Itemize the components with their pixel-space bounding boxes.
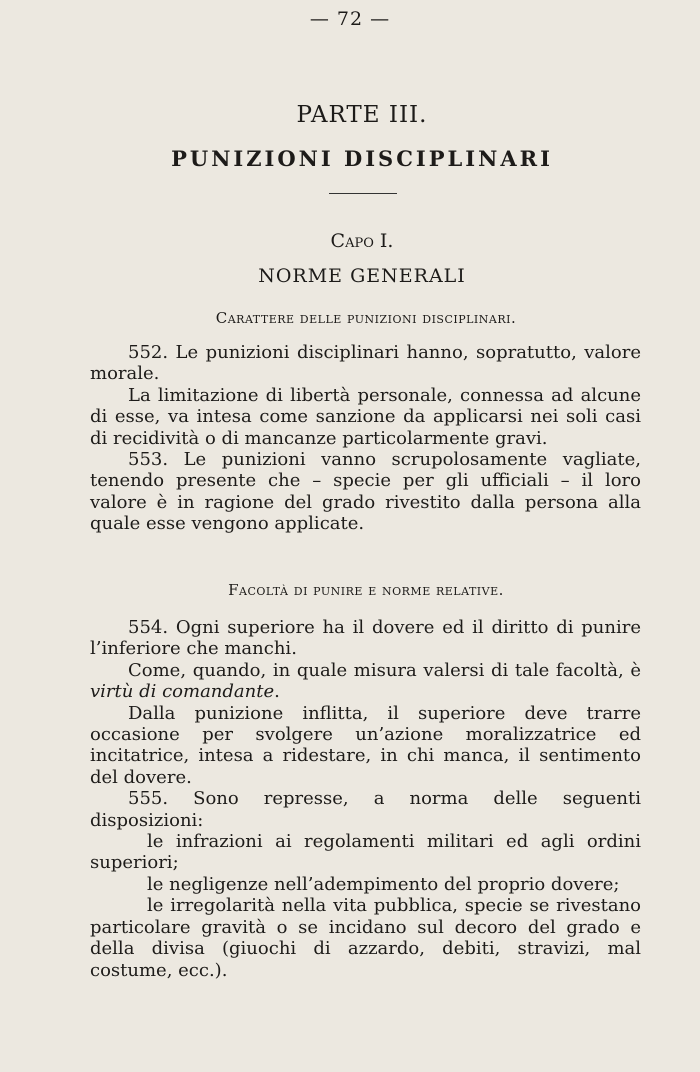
emphasis-text: virtù di comandante xyxy=(90,681,275,703)
paragraph-text: Come, quando, in quale misura valersi di tale facoltà, è xyxy=(128,659,641,681)
paragraph-554-comandante xyxy=(90,660,641,703)
chapter-heading: Capo I. xyxy=(330,230,394,252)
paragraph-555: 555. Sono represse, a norma delle seguenti disposizioni: xyxy=(90,788,641,831)
list-item-infrazioni: le infrazioni ai regolamenti militari ed agli ordini superiori; xyxy=(90,831,641,874)
section-heading-carattere: Carattere delle punizioni disciplinari. xyxy=(215,309,517,327)
section-body-carattere xyxy=(90,342,641,535)
list-item-irregolarita: le irregolarità nella vita pubblica, specie se rivestano particolare gravità o se incidano sul decoro del grado e della divisa (giuochi di azzardo, debiti, stravizi, mal costume, ecc.). xyxy=(90,895,641,981)
paragraph-553: 553. Le punizioni vanno scrupolosamente vagliate, tenendo presente che – specie per gli ufficiali – il loro valore è in ragione del grado rivestito dalla persona alla quale esse vengono applicate. xyxy=(90,449,641,535)
part-heading: PARTE III. xyxy=(296,102,428,128)
divider xyxy=(329,193,397,194)
chapter-title: NORME GENERALI xyxy=(258,265,466,287)
paragraph-552: 552. Le punizioni disciplinari hanno, sopratutto, valore morale. xyxy=(90,342,641,385)
page-number: — 72 — xyxy=(309,8,391,30)
section-heading-facolta: Facoltà di punire e norme relative. xyxy=(228,581,504,599)
paragraph-552-continued: La limitazione di libertà personale, connessa ad alcune di esse, va intesa come sanzione da applicarsi nei soli casi di recidività o di mancanze particolarmente gravi. xyxy=(90,384,641,449)
section-body-facolta xyxy=(90,617,641,981)
paragraph-text-end: . xyxy=(274,681,280,703)
paragraph-554-punizione: Dalla punizione inflitta, il superiore deve trarre occasione per svolgere un’azione moralizzatrice ed incitatrice, intesa a ridestare, in chi manca, il sentimento del dovere. xyxy=(90,702,641,788)
paragraph-554: 554. Ogni superiore ha il dovere ed il diritto di punire l’inferiore che manchi. xyxy=(90,617,641,660)
part-title: PUNIZIONI DISCIPLINARI xyxy=(171,146,553,171)
list-item-negligenze: le negligenze nell’adempimento del proprio dovere; xyxy=(147,873,620,895)
